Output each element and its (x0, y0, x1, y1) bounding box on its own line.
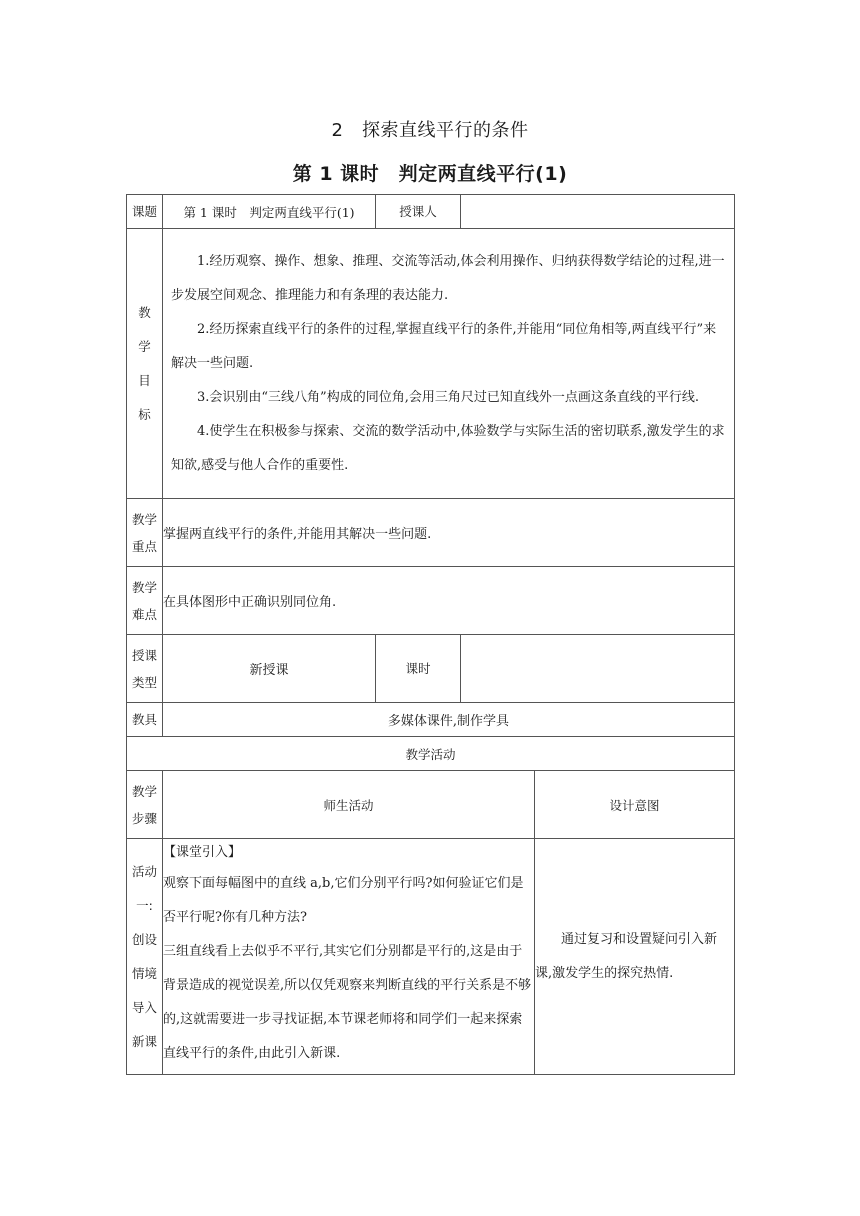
activity1-label-line: 新课 (131, 1033, 157, 1049)
teacher-label: 授课人 (376, 195, 461, 229)
lesson-plan-table (126, 194, 735, 1075)
objectives-label-char: 学 (138, 338, 151, 354)
objective-item: 4.使学生在积极参与探索、交流的数学活动中,体验数学与实际生活的密切联系,激发学生的求知欲,感受与他人合作的重要性. (171, 423, 725, 473)
hours-label: 课时 (376, 635, 461, 703)
hours-value (461, 635, 735, 703)
objectives-label-char: 教 (138, 304, 151, 320)
tools-value: 多媒体课件,制作学具 (163, 703, 735, 737)
type-label-line: 授课 (131, 647, 157, 663)
activity1-label-line: 一: (136, 897, 153, 913)
activities-header: 教学活动 (127, 737, 735, 771)
key-label (127, 499, 163, 567)
key-value: 掌握两直线平行的条件,并能用其解决一些问题. (163, 499, 735, 567)
objectives-content (163, 229, 735, 499)
activity1-paragraph: 三组直线看上去似乎不平行,其实它们分别都是平行的,这是由于背景造成的视觉误差,所以仅凭观察来判断直线的平行关系是不够的,这就需要进一步寻找证据,本节课老师将和同学们一起来探索直线平行的条件,由此引入新课. (163, 944, 532, 1061)
type-label (127, 635, 163, 703)
difficulty-label-line: 难点 (131, 606, 157, 622)
activity1-label-line: 活动 (131, 863, 157, 879)
activity1-content (163, 839, 535, 1075)
key-label-line: 教学 (131, 511, 157, 527)
difficulty-label (127, 567, 163, 635)
activity1-label (127, 839, 163, 1075)
objective-item: 2.经历探索直线平行的条件的过程,掌握直线平行的条件,并能用“同位角相等,两直线平行”来解决一些问题. (171, 321, 717, 371)
difficulty-value: 在具体图形中正确识别同位角. (163, 567, 735, 635)
col-intent-header: 设计意图 (535, 771, 735, 839)
objectives-label-char: 标 (138, 406, 151, 422)
key-label-line: 重点 (131, 538, 157, 554)
activity1-paragraph: 观察下面每幅图中的直线 a,b,它们分别平行吗?如何验证它们是否平行呢?你有几种方法? (163, 876, 524, 925)
steps-label-line: 步骤 (131, 810, 157, 826)
activity1-label-line: 创设 (131, 931, 157, 947)
tools-label: 教具 (127, 703, 163, 737)
activity1-label-line: 情境 (131, 965, 157, 981)
difficulty-label-line: 教学 (131, 579, 157, 595)
col-activity-header: 师生活动 (163, 771, 535, 839)
type-value: 新授课 (163, 635, 376, 703)
topic-value: 第 1 课时 判定两直线平行(1) (163, 195, 376, 229)
activity1-label-line: 导入 (131, 999, 157, 1015)
objectives-label-char: 目 (138, 372, 151, 388)
topic-label: 课题 (127, 195, 163, 229)
objective-item: 1.经历观察、操作、想象、推理、交流等活动,体会利用操作、归纳获得数学结论的过程,进一步发展空间观念、推理能力和有条理的表达能力. (171, 253, 725, 303)
steps-label (127, 771, 163, 839)
steps-label-line: 教学 (131, 783, 157, 799)
type-label-line: 类型 (131, 674, 157, 690)
section-title: 2 探索直线平行的条件 (331, 120, 529, 141)
lesson-title: 第 1 课时 判定两直线平行(1) (292, 163, 568, 185)
activity1-heading: 【课堂引入】 (163, 845, 242, 860)
activity1-intent: 通过复习和设置疑问引入新课,激发学生的探究热情. (535, 839, 735, 1075)
teacher-value (461, 195, 735, 229)
objective-item: 3.会识别由“三线八角”构成的同位角,会用三角尺过已知直线外一点画这条直线的平行线. (197, 389, 699, 405)
objectives-label (127, 229, 163, 499)
